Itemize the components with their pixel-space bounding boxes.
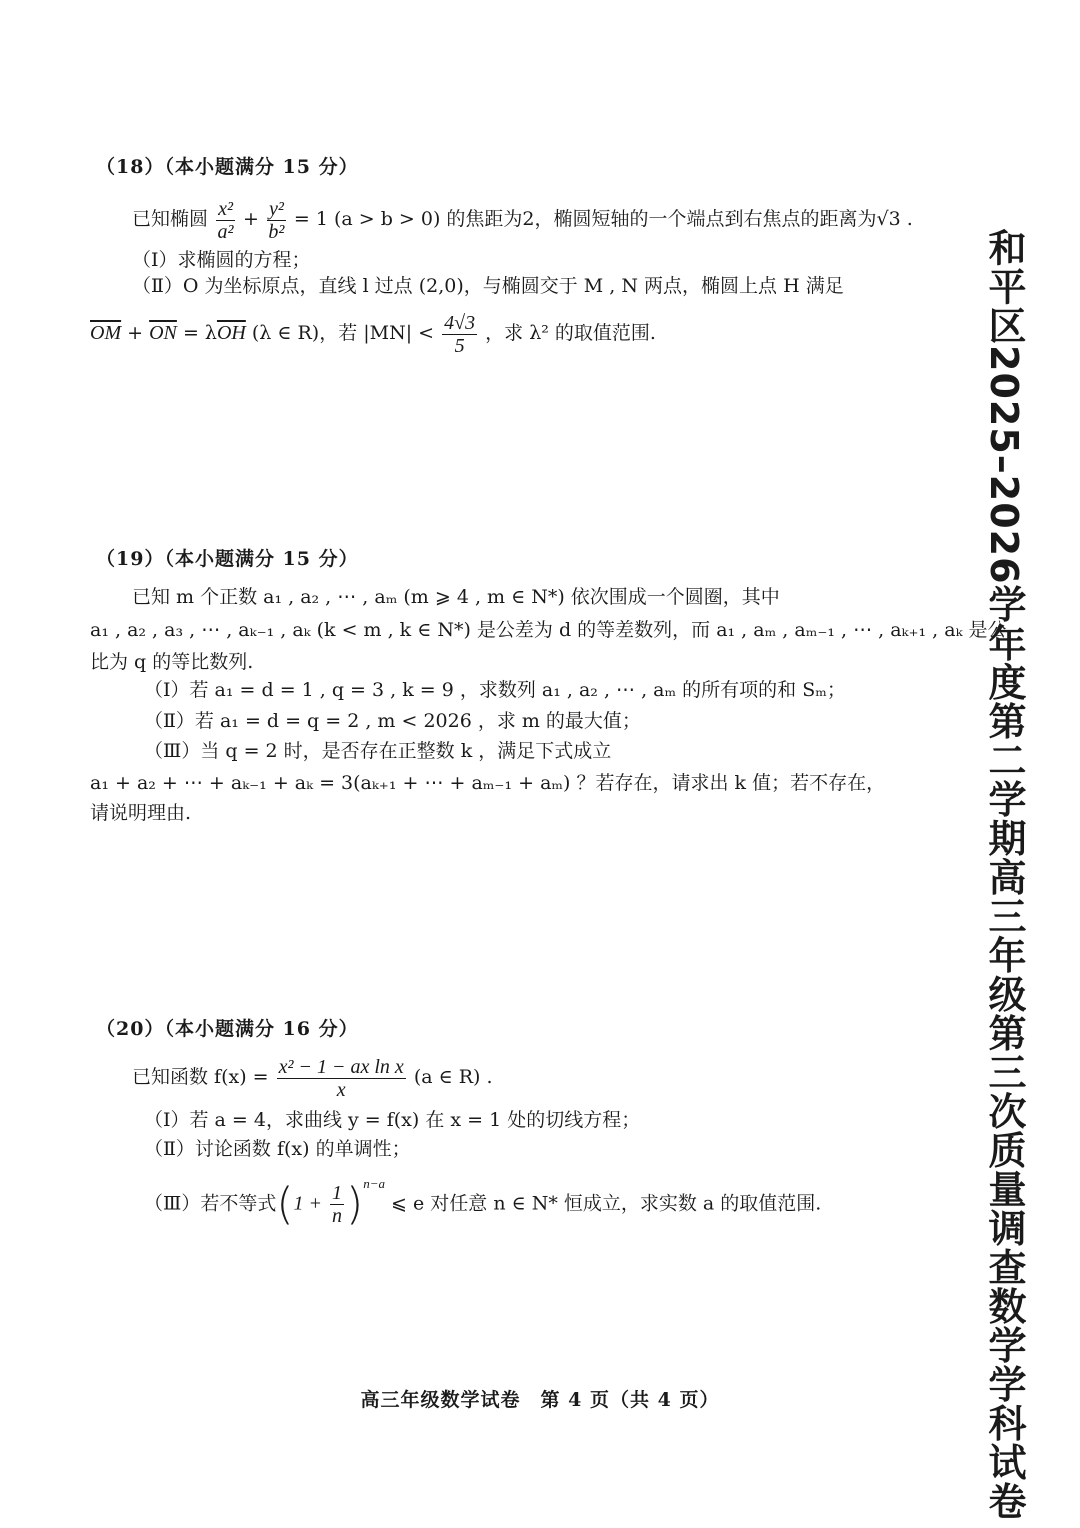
q20-intro-text-b: (a ∈ R) . <box>413 1066 493 1088</box>
q19-part1: （Ⅰ）若 a₁ = d = 1 , q = 3 , k = 9 ，求数列 a₁ , a₂ , ⋯ , aₘ 的所有项的和 Sₘ； <box>144 679 846 701</box>
q18-cond-text-a: (λ ∈ R)，若 |MN| < <box>245 322 435 344</box>
q18-intro-text-b: = 1 (a > b > 0) 的焦距为2，椭圆短轴的一个端点到右焦点的距离为√3 . <box>293 208 913 230</box>
q18-frac-bound-num: 4√3 <box>444 311 476 334</box>
q18-intro-text-a: 已知椭圆 <box>132 208 209 230</box>
q20-intro <box>132 1050 493 1104</box>
q18-intro <box>132 192 913 246</box>
q20-part3-text-b: ⩽ e 对任意 n ∈ N* 恒成立，求实数 a 的取值范围. <box>391 1192 822 1215</box>
q19-line-4: a₁ + a₂ + ⋯ + aₖ₋₁ + aₖ = 3(aₖ₊₁ + ⋯ + aₘ₋₁ + aₘ) ？若存在，请求出 k 值；若不存在， <box>90 772 886 794</box>
q18-frac-bound <box>442 312 477 357</box>
q18-frac-x-den: a² <box>217 220 234 243</box>
q18-frac-y <box>267 198 286 243</box>
q20-frac-f-num: x² − 1 − ax ln x <box>278 1055 404 1078</box>
q19-line-2: a₁ , a₂ , a₃ , ⋯ , aₖ₋₁ , aₖ (k < m , k ∈ N*) 是公差为 d 的等差数列，而 a₁ , aₘ , aₘ₋₁ , ⋯ , aₖ₊₁ , aₖ 是公 <box>90 619 1007 641</box>
right-paren: ) <box>346 1178 364 1230</box>
q18-frac-x-num: x² <box>218 197 233 220</box>
q20-p3-one: 1 + <box>293 1192 322 1215</box>
side-title: 和平区2025–2026学年度第二学期高三年级第三次质量调查数学学科试卷 <box>982 228 1026 1521</box>
q18-plus: + <box>242 208 259 230</box>
q18-cond-text-b: ，求 λ² 的取值范围. <box>485 322 656 344</box>
q20-title: （20）（本小题满分 16 分） <box>96 1018 359 1040</box>
q19-part2: （Ⅱ）若 a₁ = d = q = 2 , m < 2026 ，求 m 的最大值； <box>144 710 641 732</box>
q18-vec-eq: = λ <box>176 322 217 344</box>
page-footer: 高三年级数学试卷 第 4 页（共 4 页） <box>360 1389 720 1411</box>
q19-part3: （Ⅲ）当 q = 2 时，是否存在正整数 k ，满足下式成立 <box>144 740 612 762</box>
q18-frac-y-num: y² <box>268 197 284 220</box>
q18-part1: （Ⅰ）求椭圆的方程； <box>132 249 311 271</box>
q20-frac-f <box>277 1056 406 1101</box>
q20-frac-1n-num: 1 <box>332 1181 343 1204</box>
q19-line-3: 比为 q 的等比数列. <box>90 651 254 673</box>
q20-part3-text-a: （Ⅲ）若不等式 <box>144 1192 277 1215</box>
q19-line-1: 已知 m 个正数 a₁ , a₂ , ⋯ , aₘ (m ⩾ 4 , m ∈ N*) 依次围成一个圆圈，其中 <box>132 586 780 608</box>
q20-part2: （Ⅱ）讨论函数 f(x) 的单调性； <box>144 1138 411 1160</box>
q19-title: （19）（本小题满分 15 分） <box>96 548 359 570</box>
q18-vec-plus: + <box>121 322 150 344</box>
q20-part3 <box>144 1168 821 1228</box>
q20-part1: （Ⅰ）若 a = 4，求曲线 y = f(x) 在 x = 1 处的切线方程； <box>144 1109 641 1131</box>
q18-part2: （Ⅱ）O 为坐标原点，直线 l 过点 (2,0)，与椭圆交于 M , N 两点，椭圆上点 H 满足 <box>132 275 844 297</box>
q18-vector-on: $\overline{ON}$ <box>149 322 177 344</box>
q18-vector-oh: $\overline{OH}$ <box>216 322 246 344</box>
q20-intro-text-a: 已知函数 f(x) = <box>132 1066 269 1088</box>
q20-exponent: n−a <box>363 1176 385 1191</box>
q18-frac-y-den: b² <box>268 220 285 243</box>
q18-frac-x <box>216 198 235 243</box>
q19-line-5: 请说明理由. <box>90 802 192 824</box>
q18-title: （18）（本小题满分 15 分） <box>96 156 359 178</box>
q18-frac-bound-den: 5 <box>454 334 465 357</box>
q18-condition <box>90 306 656 360</box>
q18-vector-om: $\overline{OM}$ <box>90 322 122 344</box>
q20-frac-f-den: x <box>336 1078 346 1101</box>
q20-frac-1n-den: n <box>332 1204 343 1227</box>
q20-frac-1n <box>330 1182 344 1227</box>
left-paren: ( <box>276 1178 294 1230</box>
